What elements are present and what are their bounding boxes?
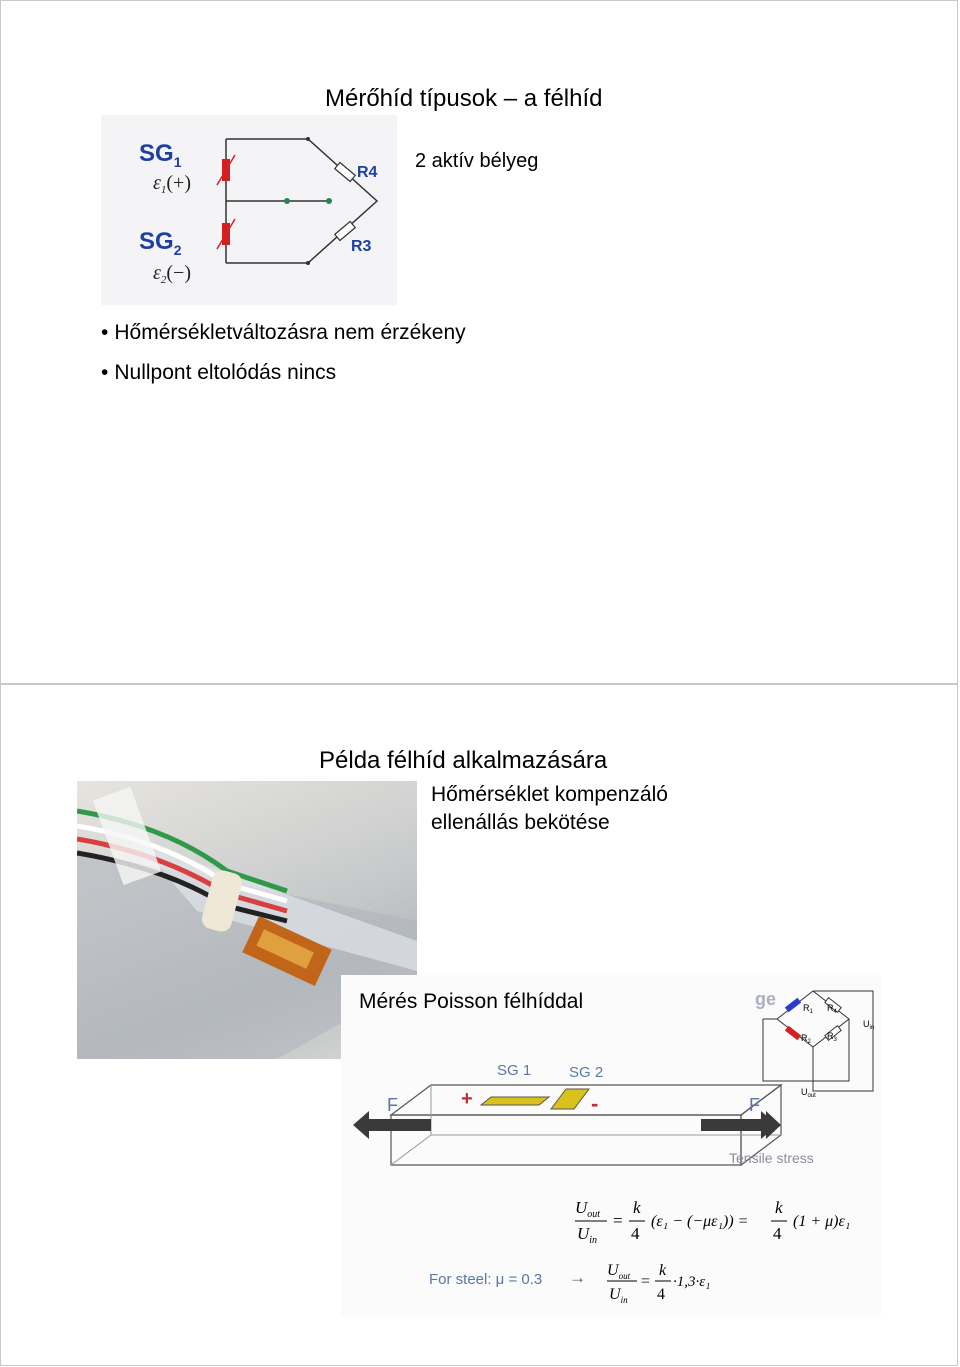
slide-1 xyxy=(0,0,958,684)
slide-2 xyxy=(0,684,958,1366)
beam-diagram xyxy=(341,1065,841,1185)
svg-text:+: + xyxy=(461,1088,473,1110)
svg-text:(ε₁ − (−με₁)) =: (ε₁ − (−με₁)) = xyxy=(651,1213,749,1230)
svg-text:R2: $R_2$ xyxy=(801,1033,811,1045)
svg-text:(1 + μ)ε₁: (1 + μ)ε₁ xyxy=(793,1213,851,1230)
svg-text:Uin: $U_{in}$ xyxy=(577,1224,598,1246)
svg-text:k: k xyxy=(659,1262,667,1279)
svg-text:Uout: $U_{out}$ xyxy=(607,1262,631,1281)
sg2-strain: $\varepsilon_2(-)$ xyxy=(153,262,191,286)
svg-text:k: k xyxy=(633,1198,641,1217)
sg2-label: $SG_2$ xyxy=(139,228,182,258)
svg-text:R3: $R_3$ xyxy=(827,1031,837,1043)
caption-line-2: ellenállás bekötése xyxy=(431,811,610,834)
r3-label: R3 xyxy=(351,238,372,255)
svg-text:ge: ge xyxy=(755,989,777,1009)
svg-text:Uout: $U_{out}$ xyxy=(575,1198,601,1220)
svg-text:Tensile stress: Tensile stress xyxy=(729,1150,814,1166)
bullet-2-text: Nullpont eltolódás nincs xyxy=(114,361,337,384)
slide-1-title: Mérőhíd típusok – a félhíd xyxy=(325,85,603,112)
svg-text:SG 1: SG 1 xyxy=(497,1065,532,1079)
poisson-title: Mérés Poisson félhíddal xyxy=(359,990,584,1013)
sg2-gauge xyxy=(551,1089,589,1109)
svg-text:4: 4 xyxy=(657,1286,665,1303)
svg-text:Uin: $U_{in}$ xyxy=(609,1286,628,1305)
svg-text:Uout: $U_{out}$ xyxy=(801,1087,816,1099)
sg1-strain: $\varepsilon_1(+)$ xyxy=(153,172,191,196)
svg-text:4: 4 xyxy=(631,1224,640,1243)
svg-text:-: - xyxy=(591,1091,599,1116)
bullet-2: • Nullpont eltolódás nincs xyxy=(101,361,337,384)
svg-text:SG 2: SG 2 xyxy=(569,1065,604,1081)
svg-text:R1: $R_1$ xyxy=(803,1003,813,1015)
r4-label: R4 xyxy=(357,164,378,181)
svg-text:k: k xyxy=(775,1198,783,1217)
svg-text:·1,3·ε₁: ·1,3·ε₁ xyxy=(673,1274,711,1290)
poisson-formula xyxy=(571,1195,881,1255)
steel-formula xyxy=(603,1257,773,1313)
svg-text:F: F xyxy=(387,1095,398,1115)
active-gauge-note: 2 aktív bélyeg xyxy=(415,150,539,172)
svg-text:4: 4 xyxy=(773,1224,782,1243)
svg-text:R4: $R_4$ xyxy=(827,1003,837,1015)
poisson-panel xyxy=(341,975,881,1317)
steel-arrow: → xyxy=(569,1268,586,1287)
half-bridge-circuit-image xyxy=(101,115,397,305)
svg-text:Uin: $U_{in}$ xyxy=(863,1019,875,1031)
svg-text:F: F xyxy=(749,1095,760,1115)
steel-note: For steel: μ = 0.3 xyxy=(429,1271,543,1288)
sg1-label: $SG_1$ xyxy=(139,140,182,170)
bullet-1-text: Hőmérsékletváltozásra nem érzékeny xyxy=(114,321,466,344)
sg1-gauge xyxy=(481,1097,549,1105)
svg-text:=: = xyxy=(613,1211,623,1230)
svg-text:=: = xyxy=(641,1273,651,1290)
slide-2-title: Példa félhíd alkalmazására xyxy=(319,747,608,774)
half-bridge-circuit xyxy=(101,115,397,305)
caption-line-1: Hőmérséklet kompenzáló xyxy=(431,783,668,806)
bullet-1: • Hőmérsékletváltozásra nem érzékeny xyxy=(101,321,466,344)
